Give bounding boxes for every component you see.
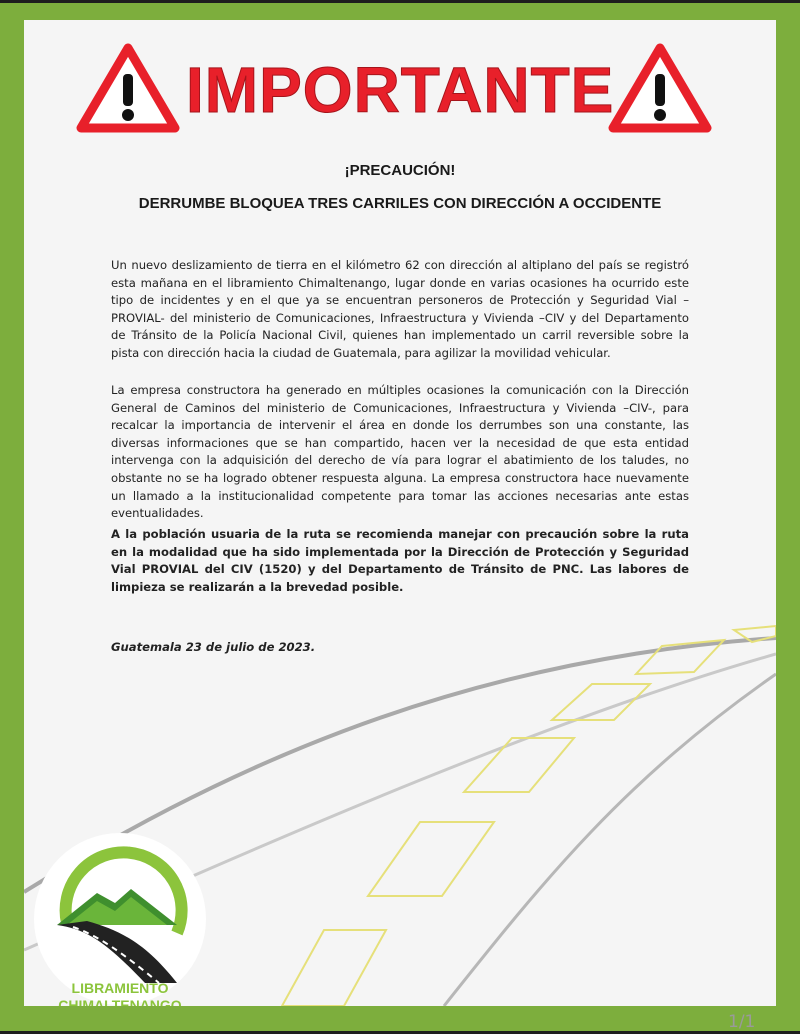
logo-line-2: CHIMALTENANGO [58, 997, 182, 1013]
page-indicator: 1/1 [728, 1012, 756, 1032]
paragraph-1: Un nuevo deslizamiento de tierra en el kilómetro 62 con dirección al altiplano del país se registró esta mañana en el libramiento Chimaltenango, lugar donde en varias ocasiones ha ocurrido este tipo de incidentes y en el que ya se encuentran personeros de Protección y Seguridad Vial –PROVIAL- del ministerio de Comunicaciones, Infraestructura y Vivienda –CIV y del Departamento de Tránsito de la Policía Nacional Civil, quienes han implementado un carril reversible sobre la pista con dirección hacia la ciudad de Guatemala, para agilizar la movilidad vehicular. [111, 258, 689, 360]
lane-dash [368, 822, 494, 896]
green-frame [0, 3, 800, 1031]
warning-triangle-icon [76, 42, 180, 134]
precaution-kicker: ¡PRECAUCIÓN! [344, 162, 456, 179]
logo-line-1: LIBRAMIENTO [71, 980, 169, 996]
dateline: Guatemala 23 de julio de 2023. [111, 640, 316, 654]
page-title: IMPORTANTE [186, 54, 615, 126]
document-page [24, 20, 776, 1013]
lane-dash [552, 684, 650, 720]
libramiento-chimaltenango-logo [27, 833, 213, 1013]
paragraph-3: A la población usuaria de la ruta se recomienda manejar con precaución sobre la ruta en la modalidad que ha sido implementada por la Dirección de Protección y Seguridad Vial PROVIAL del CIV (1520) y del Departamento de Tránsito de PNC. Las labores de limpieza se realizarán a la brevedad posible. [111, 527, 689, 594]
road-edge-right [444, 674, 776, 1006]
headline: DERRUMBE BLOQUEA TRES CARRILES CON DIRECCIÓN A OCCIDENTE [138, 195, 662, 212]
lane-dash [464, 738, 574, 792]
warning-triangle-icon [608, 42, 712, 134]
paragraph-2: La empresa constructora ha generado en múltiples ocasiones la comunicación con la Dirección General de Caminos del ministerio de Comunicaciones, Infraestructura y Vivienda –CIV-, para recalcar la importancia de intervenir el área en donde los derrumbes son una constante, las diversas informaciones que se han compartido, hacen ver la necesidad de que esta entidad intervenga con la adquisición del derecho de vía para lograr el abatimiento de los taludes, no obstante no se ha logrado obtener respuesta alguna. La empresa constructora hace nuevamente un llamado a la institucionalidad competente para tomar las acciones necesarias ante estas eventualidades. [111, 383, 689, 521]
lane-dash [282, 930, 386, 1006]
header [76, 42, 716, 134]
